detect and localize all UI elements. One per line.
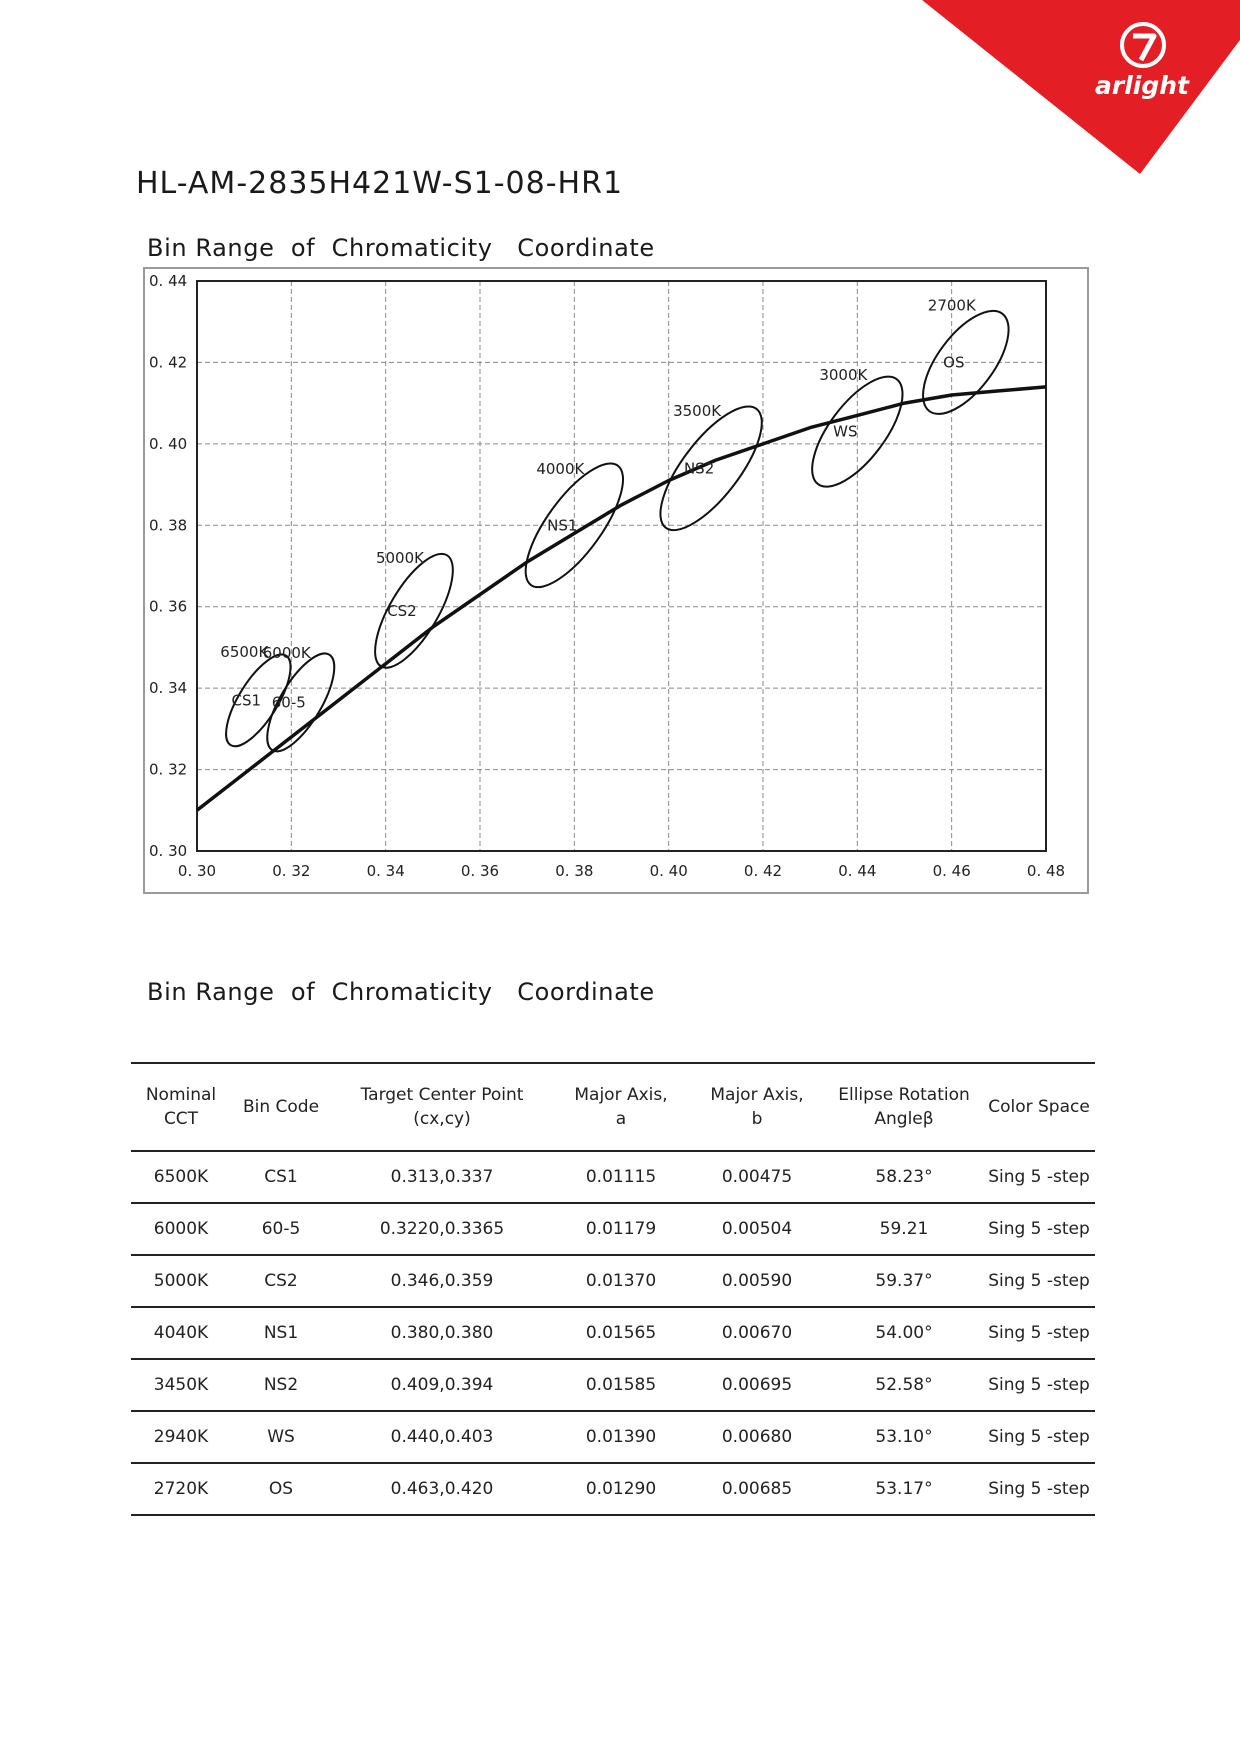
cell-rotation: 59.37° — [825, 1255, 983, 1307]
bin-cct-label: 3000K — [819, 365, 868, 384]
x-tick-label: 0. 42 — [743, 862, 783, 880]
cell-axis-b: 0.00695 — [689, 1359, 825, 1411]
cell-axis-a: 0.01179 — [553, 1203, 689, 1255]
cell-axis-a: 0.01290 — [553, 1463, 689, 1515]
y-tick-label: 0. 30 — [149, 842, 188, 860]
y-tick-label: 0. 36 — [149, 597, 188, 616]
planckian-locus-curve — [197, 387, 1046, 810]
cell-nominal-cct: 2940K — [131, 1411, 231, 1463]
header-major-axis-b: Major Axis, b — [689, 1063, 825, 1151]
cell-color-space: Sing 5 -step — [983, 1151, 1095, 1203]
cell-axis-a: 0.01585 — [553, 1359, 689, 1411]
header-color-space: Color Space — [983, 1063, 1095, 1151]
bin-cct-label: 5000K — [375, 548, 424, 567]
cell-target-center: 0.463,0.420 — [331, 1463, 553, 1515]
cell-rotation: 54.00° — [825, 1307, 983, 1359]
cell-nominal-cct: 2720K — [131, 1463, 231, 1515]
table-row — [131, 1411, 1095, 1463]
logo-wordmark: arlight — [1095, 71, 1189, 100]
cell-target-center: 0.380,0.380 — [331, 1307, 553, 1359]
table-row — [131, 1307, 1095, 1359]
cell-rotation: 59.21 — [825, 1203, 983, 1255]
y-tick-label: 0. 34 — [149, 679, 188, 698]
y-tick-label: 0. 44 — [149, 272, 188, 290]
x-tick-label: 0. 44 — [838, 862, 877, 880]
cell-rotation: 58.23° — [825, 1151, 983, 1203]
cell-bin-code: CS2 — [231, 1255, 331, 1307]
bin-code-label: WS — [833, 422, 858, 441]
bin-code-label: CS2 — [387, 601, 417, 620]
cell-nominal-cct: 4040K — [131, 1307, 231, 1359]
cell-bin-code: CS1 — [231, 1151, 331, 1203]
table-section-title: Bin Range of Chromaticity Coordinate — [147, 978, 655, 1006]
y-tick-label: 0. 32 — [149, 760, 188, 779]
cell-axis-a: 0.01390 — [553, 1411, 689, 1463]
bin-cct-label: 6500K — [220, 643, 269, 662]
cell-target-center: 0.3220,0.3365 — [331, 1203, 553, 1255]
cell-nominal-cct: 6500K — [131, 1151, 231, 1203]
cell-axis-b: 0.00475 — [689, 1151, 825, 1203]
y-tick-label: 0. 42 — [149, 353, 188, 372]
chromaticity-chart — [145, 269, 1087, 892]
x-tick-label: 0. 38 — [555, 862, 594, 880]
chart-frame — [143, 267, 1089, 894]
cell-bin-code: OS — [231, 1463, 331, 1515]
table-row — [131, 1151, 1095, 1203]
cell-rotation: 53.17° — [825, 1463, 983, 1515]
cell-rotation: 52.58° — [825, 1359, 983, 1411]
cell-bin-code: NS2 — [231, 1359, 331, 1411]
bin-code-label: 60-5 — [271, 693, 306, 712]
bin-code-label: OS — [943, 353, 965, 372]
bin-code-label: NS2 — [683, 459, 715, 478]
cell-nominal-cct: 5000K — [131, 1255, 231, 1307]
bin-code-label: NS1 — [547, 516, 578, 535]
table-row — [131, 1359, 1095, 1411]
x-tick-label: 0. 36 — [460, 862, 500, 880]
bin-range-table — [131, 1062, 1095, 1516]
cell-target-center: 0.313,0.337 — [331, 1151, 553, 1203]
header-target-center: Target Center Point (cx,cy) — [331, 1063, 553, 1151]
cell-target-center: 0.409,0.394 — [331, 1359, 553, 1411]
cell-axis-b: 0.00670 — [689, 1307, 825, 1359]
y-tick-label: 0. 38 — [149, 516, 188, 535]
cell-axis-b: 0.00504 — [689, 1203, 825, 1255]
x-tick-label: 0. 48 — [1026, 862, 1066, 880]
table-row — [131, 1203, 1095, 1255]
cell-color-space: Sing 5 -step — [983, 1307, 1095, 1359]
cell-axis-b: 0.00685 — [689, 1463, 825, 1515]
x-tick-label: 0. 30 — [177, 862, 217, 880]
table-header-row — [131, 1063, 1095, 1151]
x-tick-label: 0. 32 — [272, 862, 311, 880]
cell-bin-code: 60-5 — [231, 1203, 331, 1255]
cell-target-center: 0.440,0.403 — [331, 1411, 553, 1463]
chart-section-title: Bin Range of Chromaticity Coordinate — [147, 234, 655, 262]
cell-color-space: Sing 5 -step — [983, 1359, 1095, 1411]
brand-banner — [922, 0, 1240, 174]
bin-cct-label: 4000K — [536, 460, 585, 479]
cell-color-space: Sing 5 -step — [983, 1255, 1095, 1307]
table-row — [131, 1463, 1095, 1515]
bin-cct-label: 3500K — [673, 401, 722, 420]
cell-bin-code: NS1 — [231, 1307, 331, 1359]
y-tick-label: 0. 40 — [149, 434, 188, 453]
cell-color-space: Sing 5 -step — [983, 1463, 1095, 1515]
bin-code-label: CS1 — [231, 691, 262, 710]
table-row — [131, 1255, 1095, 1307]
cell-rotation: 53.10° — [825, 1411, 983, 1463]
cell-axis-a: 0.01115 — [553, 1151, 689, 1203]
x-tick-label: 0. 40 — [649, 862, 688, 880]
cell-bin-code: WS — [231, 1411, 331, 1463]
cell-target-center: 0.346,0.359 — [331, 1255, 553, 1307]
cell-axis-b: 0.00590 — [689, 1255, 825, 1307]
cell-nominal-cct: 3450K — [131, 1359, 231, 1411]
plot-area-border — [197, 281, 1046, 851]
bin-cct-label: 2700K — [927, 296, 976, 315]
cell-axis-a: 0.01565 — [553, 1307, 689, 1359]
header-major-axis-a: Major Axis, a — [553, 1063, 689, 1151]
x-tick-label: 0. 34 — [366, 862, 405, 880]
cell-axis-b: 0.00680 — [689, 1411, 825, 1463]
header-ellipse-rotation: Ellipse Rotation Angleβ — [825, 1063, 983, 1151]
bin-cct-label: 6000K — [262, 643, 311, 662]
cell-color-space: Sing 5 -step — [983, 1203, 1095, 1255]
x-tick-label: 0. 46 — [932, 862, 971, 880]
cell-color-space: Sing 5 -step — [983, 1411, 1095, 1463]
cell-axis-a: 0.01370 — [553, 1255, 689, 1307]
cell-nominal-cct: 6000K — [131, 1203, 231, 1255]
document-title: HL-AM-2835H421W-S1-08-HR1 — [136, 166, 624, 201]
header-bin-code: Bin Code — [231, 1063, 331, 1151]
brand-corner — [0, 0, 1240, 180]
header-nominal-cct: Nominal CCT — [131, 1063, 231, 1151]
